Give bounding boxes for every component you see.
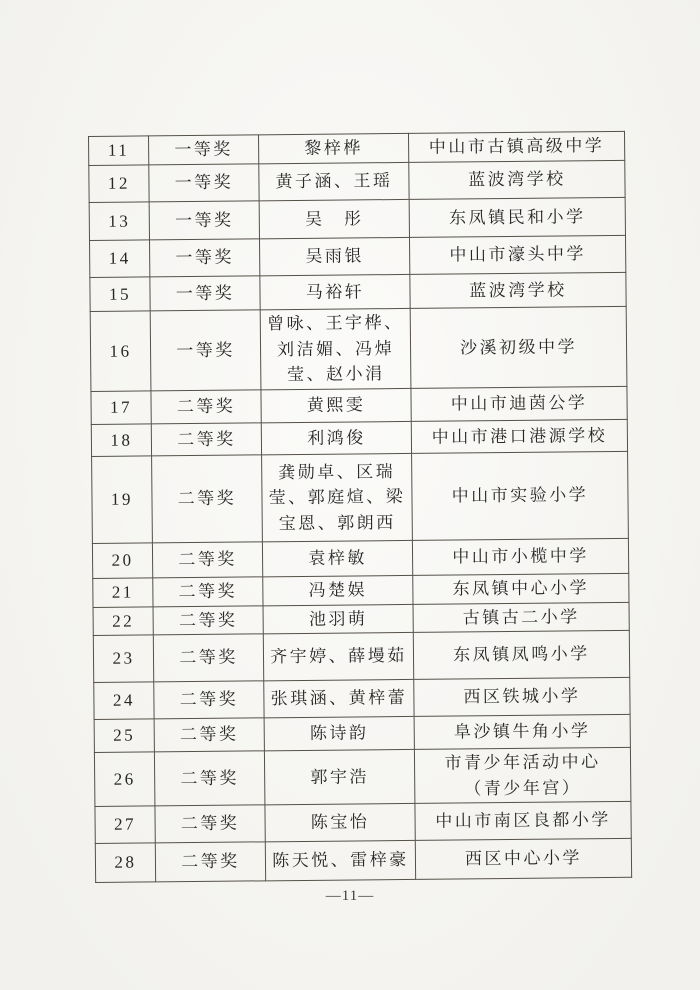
cell-names: 陈天悦、雷梓豪	[265, 840, 415, 880]
table-row	[95, 801, 631, 843]
cell-school: 阜沙镇牛角小学	[414, 714, 630, 749]
cell-award: 一等奖	[150, 276, 260, 311]
cell-no: 27	[95, 806, 155, 844]
table-row	[90, 306, 627, 391]
cell-names: 曾咏、王宇桦、刘洁媚、冯焯莹、赵小涓	[260, 308, 411, 389]
cell-award: 二等奖	[153, 605, 263, 635]
cell-names: 池羽萌	[263, 604, 413, 634]
cell-names: 陈宝怡	[265, 803, 415, 841]
table-row	[90, 272, 626, 311]
cell-award: 二等奖	[154, 718, 264, 752]
cell-names: 郭宇浩	[264, 749, 415, 804]
cell-award: 一等奖	[149, 135, 259, 165]
cell-award: 二等奖	[151, 390, 261, 424]
award-table-body	[89, 131, 632, 882]
cell-no: 26	[94, 752, 155, 807]
cell-no: 16	[90, 311, 151, 392]
cell-names: 袁梓敏	[262, 540, 412, 576]
table-row	[91, 386, 627, 424]
cell-no: 21	[93, 578, 153, 607]
table-row	[93, 630, 629, 682]
cell-school: 西区中心小学	[415, 838, 631, 879]
table-row	[89, 160, 625, 202]
cell-no: 23	[93, 635, 153, 683]
cell-no: 22	[93, 606, 153, 635]
table-row	[92, 451, 629, 543]
cell-school: 市青少年活动中心 （青少年宫）	[414, 747, 631, 803]
award-table-container	[88, 131, 632, 883]
cell-names: 吴雨银	[259, 237, 409, 275]
cell-award: 二等奖	[153, 634, 263, 682]
table-row	[89, 197, 625, 240]
cell-award: 二等奖	[151, 423, 261, 456]
cell-award: 一等奖	[150, 310, 261, 391]
cell-names: 马裕轩	[260, 274, 410, 309]
cell-no: 20	[92, 543, 152, 579]
cell-names: 龚勋卓、区瑞莹、郭庭煊、梁宝恩、郭朗西	[262, 453, 413, 541]
cell-award: 二等奖	[153, 577, 263, 607]
cell-names: 利鸿俊	[261, 421, 411, 454]
cell-school: 东凤镇凤鸣小学	[413, 630, 629, 679]
cell-names: 黄熙雯	[261, 388, 411, 422]
cell-names: 黎梓桦	[258, 133, 408, 163]
cell-school: 蓝波湾学校	[409, 160, 625, 199]
cell-school: 中山市小榄中学	[412, 538, 628, 575]
cell-award: 一等奖	[149, 201, 259, 240]
page-number: —11—	[325, 888, 375, 904]
cell-names: 陈诗韵	[264, 716, 414, 750]
table-row	[94, 714, 630, 752]
cell-award: 一等奖	[150, 239, 260, 277]
cell-school: 中山市实验小学	[412, 451, 629, 540]
cell-names: 齐宇婷、薛墁茹	[263, 632, 413, 680]
cell-school: 东凤镇中心小学	[413, 573, 629, 604]
cell-no: 19	[92, 456, 153, 544]
cell-school: 中山市迪茵公学	[411, 386, 627, 421]
cell-school: 蓝波湾学校	[410, 272, 626, 308]
cell-award: 二等奖	[154, 751, 265, 806]
cell-no: 24	[94, 682, 154, 720]
table-row	[92, 538, 628, 578]
cell-school: 沙溪初级中学	[410, 306, 627, 388]
cell-school: 古镇古二小学	[413, 602, 629, 633]
cell-award: 二等奖	[152, 455, 263, 543]
cell-school: 东凤镇民和小学	[409, 197, 625, 237]
cell-names: 吴 彤	[259, 199, 409, 238]
cell-school: 中山市濠头中学	[409, 235, 625, 274]
table-row	[94, 677, 630, 719]
cell-school: 西区铁城小学	[414, 677, 630, 716]
cell-names: 冯楚娱	[263, 575, 413, 605]
cell-school: 中山市港口港源学校	[411, 419, 627, 453]
cell-award: 二等奖	[155, 805, 265, 843]
award-table	[88, 131, 632, 883]
cell-no: 18	[91, 424, 151, 457]
cell-no: 28	[95, 843, 155, 883]
table-row	[91, 419, 627, 456]
cell-award: 二等奖	[155, 842, 265, 882]
cell-no: 17	[91, 391, 151, 425]
cell-names: 张琪涵、黄梓蕾	[264, 679, 414, 717]
cell-no: 15	[90, 277, 150, 312]
cell-no: 14	[90, 240, 150, 278]
cell-names: 黄子涵、王瑶	[259, 162, 409, 200]
cell-no: 25	[94, 719, 154, 753]
cell-award: 二等奖	[152, 542, 262, 578]
cell-award: 二等奖	[154, 681, 264, 719]
table-row	[90, 235, 626, 277]
table-row	[94, 747, 630, 806]
cell-school: 中山市古镇高级中学	[408, 131, 624, 162]
cell-no: 13	[89, 202, 149, 241]
table-row	[95, 838, 631, 882]
cell-no: 12	[89, 165, 149, 203]
cell-award: 一等奖	[149, 164, 259, 202]
cell-school: 中山市南区良都小学	[415, 801, 631, 840]
cell-no: 11	[89, 136, 149, 166]
